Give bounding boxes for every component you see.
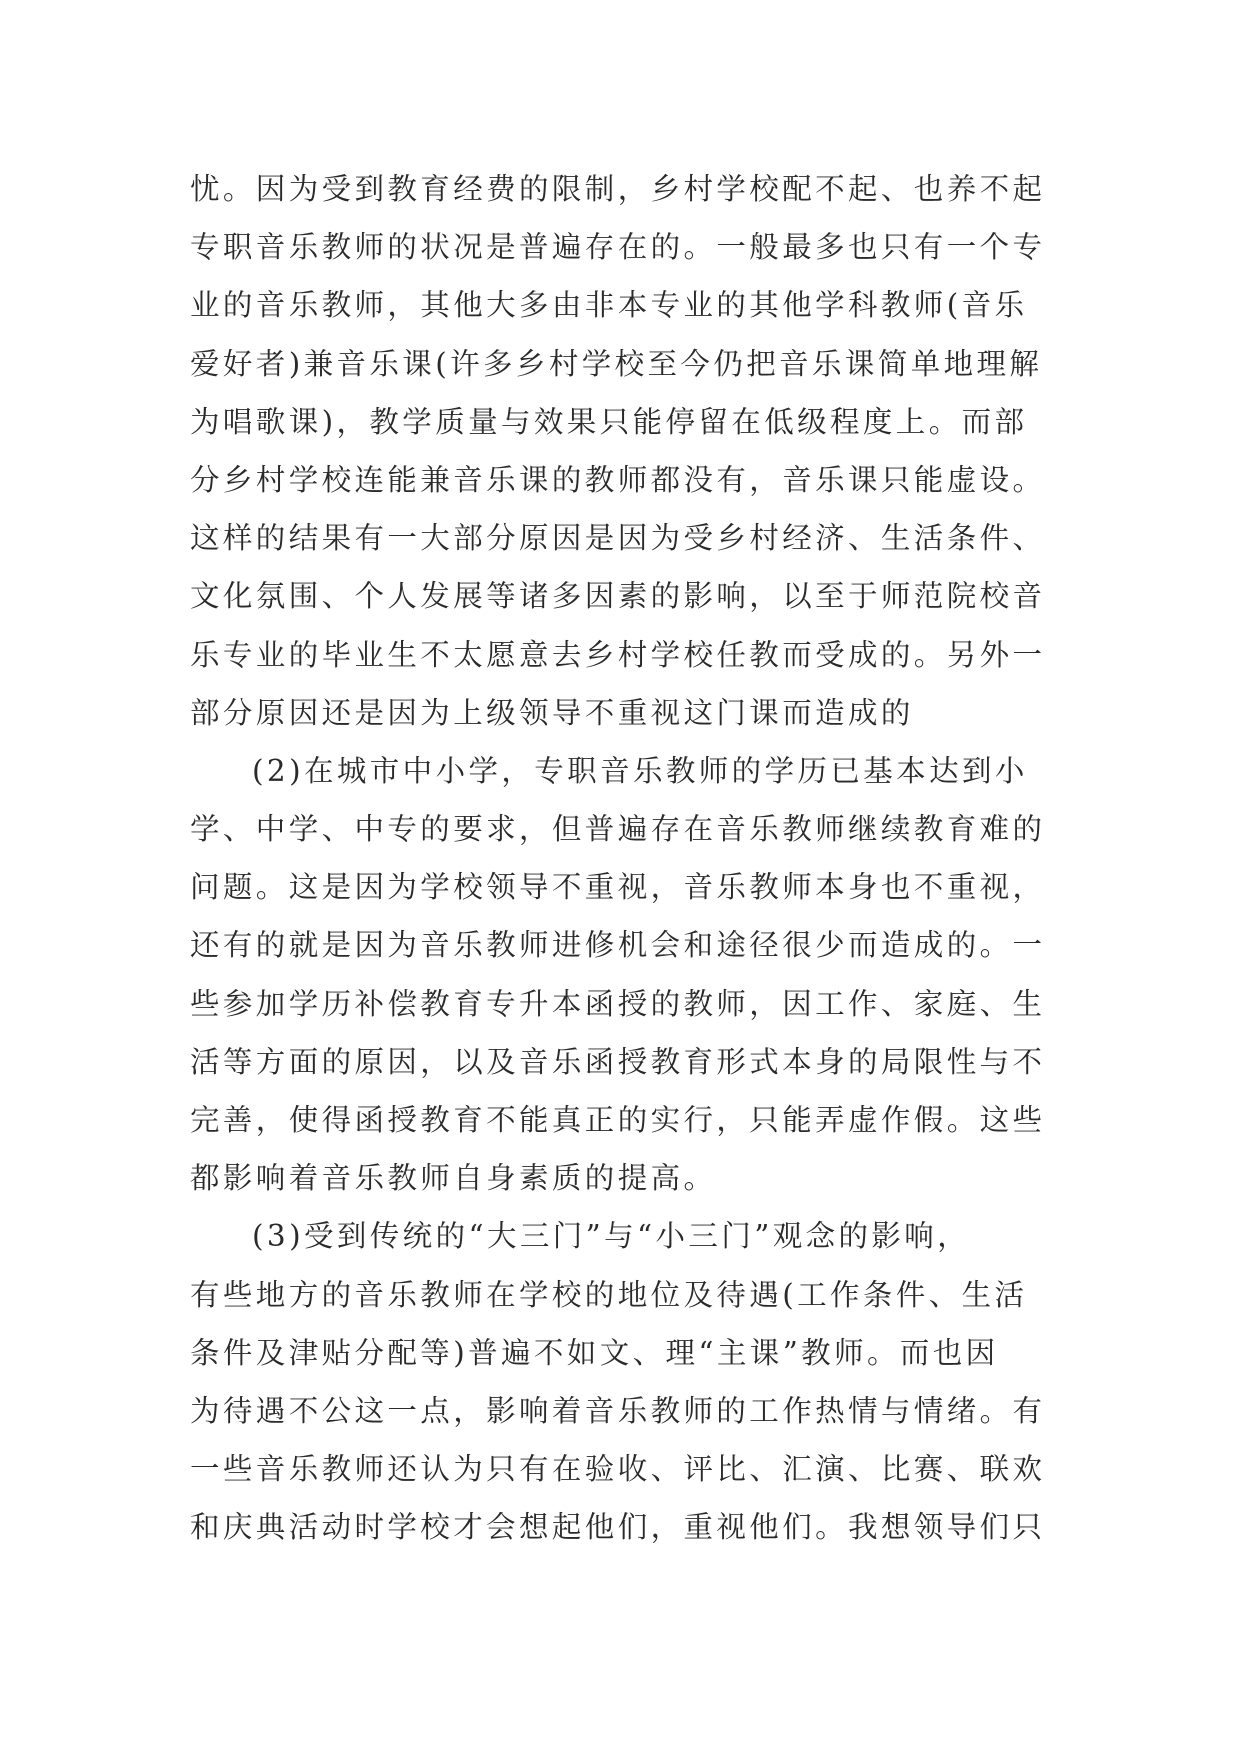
- text-line: 为唱歌课)，教学质量与效果只能停留在低级程度上。而部: [190, 404, 1028, 439]
- text-line: (3)受到传统的“大三门”与“小三门”观念的影响，: [252, 1219, 971, 1254]
- text-line: 些参加学历补偿教育专升本函授的教师，因工作、家庭、生: [190, 986, 1046, 1021]
- text-line: 这样的结果有一大部分原因是因为受乡村经济、生活条件、: [190, 521, 1046, 556]
- text-line: 有些地方的音乐教师在学校的地位及待遇(工作条件、生活: [190, 1277, 1028, 1312]
- text-line: 和庆典活动时学校才会想起他们，重视他们。我想领导们只: [190, 1510, 1046, 1545]
- text-line: 完善，使得函授教育不能真正的实行，只能弄虚作假。这些: [190, 1103, 1046, 1137]
- text-line: 条件及津贴分配等)普遍不如文、理“主课”教师。而也因: [190, 1335, 999, 1370]
- text-line: 活等方面的原因，以及音乐函授教育形式本身的局限性与不: [190, 1044, 1046, 1079]
- text-line: 部分原因还是因为上级领导不重视这门课而造成的: [190, 695, 914, 730]
- text-line: 爱好者)兼音乐课(许多乡村学校至今仍把音乐课简单地理解: [190, 346, 1043, 381]
- text-line: 忧。因为受到教育经费的限制，乡村学校配不起、也养不起: [190, 172, 1046, 206]
- text-line: 业的音乐教师，其他大多由非本专业的其他学科教师(音乐: [190, 288, 1028, 323]
- paragraph-continued: [190, 160, 1060, 742]
- body-text: [190, 160, 1060, 1557]
- text-line: 分乡村学校连能兼音乐课的教师都没有，音乐课只能虚设。: [190, 462, 1046, 497]
- paragraph-2: [190, 742, 1060, 1208]
- text-line: 专职音乐教师的状况是普遍存在的。一般最多也只有一个专: [190, 230, 1046, 265]
- paragraph-3: [190, 1207, 1060, 1556]
- text-line: 乐专业的毕业生不太愿意去乡村学校任教而受成的。另外一: [190, 637, 1046, 672]
- text-line: 都影响着音乐教师自身素质的提高。: [190, 1161, 717, 1196]
- text-line: 一些音乐教师还认为只有在验收、评比、汇演、比赛、联欢: [190, 1452, 1046, 1487]
- text-line: 学、中学、中专的要求，但普遍存在音乐教师继续教育难的: [190, 812, 1046, 847]
- text-line: 还有的就是因为音乐教师进修机会和途径很少而造成的。一: [190, 928, 1046, 963]
- text-line: 为待遇不公这一点，影响着音乐教师的工作热情与情绪。有: [190, 1393, 1046, 1428]
- text-line: 问题。这是因为学校领导不重视，音乐教师本身也不重视，: [190, 870, 1046, 905]
- text-line: (2)在城市中小学，专职音乐教师的学历已基本达到小: [252, 753, 1028, 788]
- text-line: 文化氛围、个人发展等诸多因素的影响，以至于师范院校音: [190, 579, 1046, 614]
